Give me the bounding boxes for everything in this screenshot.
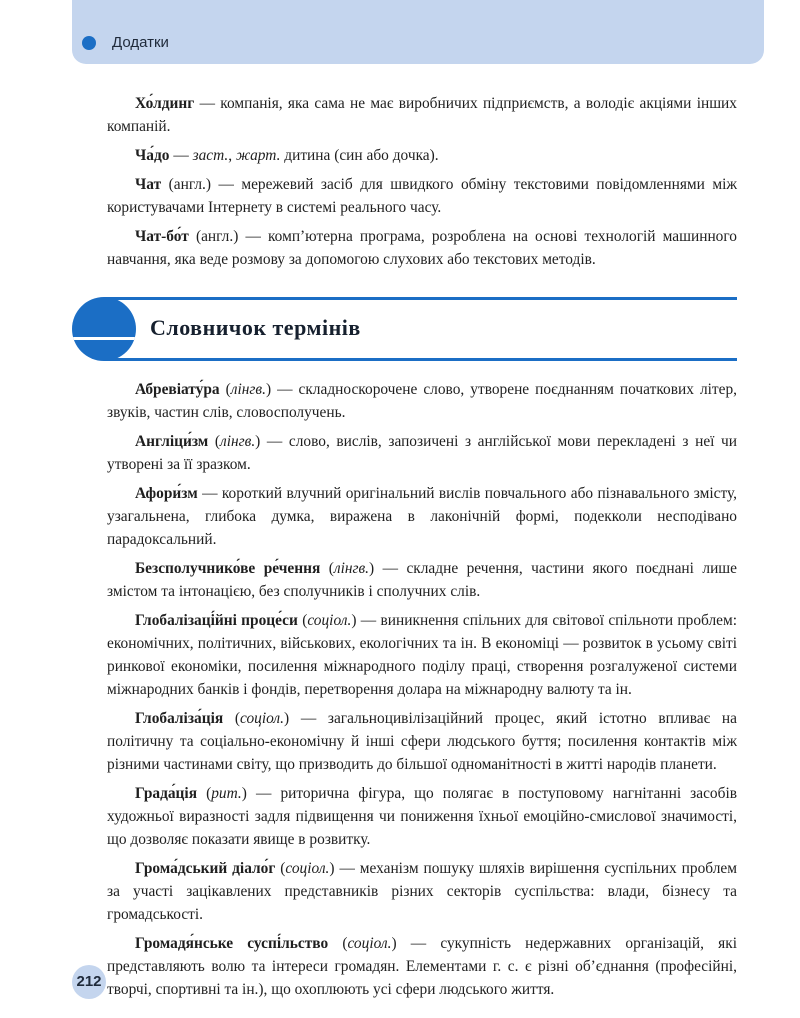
entry-label: соціол. [307,612,352,629]
section-line-bottom [104,358,737,361]
entry-definition: — сукупність недержавних організацій, які представляють волю та інтереси громадян. Елементами г. с. є різні об’єднання (професійні, творчі, спортивні та ін.), що охоплюють усі сфери людського життя. [107,935,737,998]
entry-term: Грома́дський діало́г [135,860,276,877]
entry-term: Града́ція [135,785,198,802]
entry-punct: ( [197,785,212,802]
glossary-entry [107,430,737,476]
entry-definition: — короткий влучний оригінальний вислів повчального або пізнавального змісту, узагальнена, глибока думка, виражена в лаконічній формі, подекколи несподівано парадоксальний. [107,485,737,548]
glossary-entry [107,173,737,219]
entry-label: соціол. [240,710,284,727]
entry-punct: ( [297,612,308,629]
entry-punct: ( [208,433,221,450]
entry-punct: ) [255,433,261,450]
entry-term: Абревіату́ра [135,381,220,398]
entry-punct: ) [265,381,272,398]
entry-punct: — [169,147,193,164]
entry-punct: ) [329,860,335,877]
section-title: Словничок термінів [150,315,361,340]
entry-punct: ( [320,560,334,577]
entry-label: лінгв. [230,381,266,398]
page-header [72,0,764,64]
entry-definition: — компанія, яка сама не має виробничих підприємств, а володіє акціями інших компаній. [107,95,737,135]
glossary-entry [107,557,737,603]
page-number: 212 [72,965,106,999]
entry-term: Глобалізаці́йні проце́си [135,612,298,629]
section-circle-icon [72,297,136,361]
entry-term: Чат-бо́т [135,228,189,245]
entry-definition: — риторична фігура, що полягає в поступовому нагнітанні засобів художньої виразності задля підвищення чи пониження їхньої емоційно-смислової значимості, що дозволяє показати явище в розвитку. [107,785,737,848]
entry-definition: — виникнення спільних для світової спільноти проблем: економічних, політичних, військових, екологічних та ін. В економіці — розвиток в усьому світі ринкової економіки, посилення міжнародного поділу праці, створення розгалуженої системи міжнародних банків і фондів, перетворення долара на міжнародну валюту та ін. [107,612,737,698]
entry-label: жарт. [235,147,281,164]
entry-definition: — механізм пошуку шляхів вирішення суспільних проблем за участі зацікавлених представників різних секторів суспільства: влади, бізнесу та громадськості. [107,860,737,923]
entry-punct: , [228,147,236,164]
entry-term: Чат [135,176,162,193]
entry-label: рит. [211,785,242,802]
entry-label: соціол. [285,860,330,877]
glossary-entry [107,782,737,851]
glossary-entry [107,609,737,701]
entry-definition: — загальноцивілізаційний процес, який істотно впливає на політичну та соціально-економічну й інші сфери людського буття; посилення контактів між різними частинами світу, що призводить до більшої одноманітності в житті народів планети. [107,710,737,773]
section-line-top [104,297,737,300]
entry-term: Ча́до [135,147,170,164]
entry-term: Афори́зм [135,485,198,502]
entry-definition: — складне речення, частини якого поєднані лише змістом та інтонацією, без сполучників і сполучних слів. [107,560,737,600]
entry-definition: (англ.) — комп’ютерна програма, розроблена на основі технологій машинного навчання, яка веде розмову за допомогою слухових або текстових методів. [107,228,737,268]
glossary-entry [107,144,737,167]
glossary-entry [107,482,737,551]
glossary-entry [107,707,737,776]
entry-definition: дитина (син або дочка). [280,147,439,164]
entry-term: Англіци́зм [135,433,209,450]
entry-definition: (англ.) — мережевий засіб для швидкого обміну текстовими повідомленнями між користувачами Інтернету в системі реального часу. [107,176,737,216]
entry-punct: ( [328,935,348,952]
entry-punct: ) [391,935,397,952]
header-title: Додатки [112,34,169,51]
entry-term: Глобаліза́ція [135,710,224,727]
entry-punct: ) [351,612,357,629]
glossary-entry [107,932,737,1001]
glossary-entry [107,92,737,138]
glossary-entry [107,857,737,926]
glossary-list [107,378,737,1007]
entry-punct: ( [275,860,286,877]
entry-punct: ( [219,381,231,398]
entry-label: заст. [192,147,229,164]
entry-term: Хо́лдинг [135,95,195,112]
entry-punct: ( [223,710,240,727]
entry-punct: ) [241,785,247,802]
entry-label: соціол. [347,935,392,952]
entry-term: Громадя́нське суспі́льство [135,935,329,952]
glossary-entry [107,378,737,424]
entry-definition: — слово, вислів, запозичені з англійської мови перекладені з неї чи утворені за її зразком. [107,433,737,473]
entry-punct: ) [369,560,375,577]
entry-punct: ) [284,710,290,727]
entry-term: Безсполучнико́ве ре́чення [135,560,321,577]
glossary-entry [107,225,737,271]
entry-label: лінгв. [220,433,256,450]
entry-label: лінгв. [333,560,370,577]
entry-definition: — складноскорочене слово, утворене поєднанням початкових літер, звуків, частин слів, словосполучень. [107,381,737,421]
top-entries-list [107,92,737,277]
bullet-dot-icon [82,36,96,50]
